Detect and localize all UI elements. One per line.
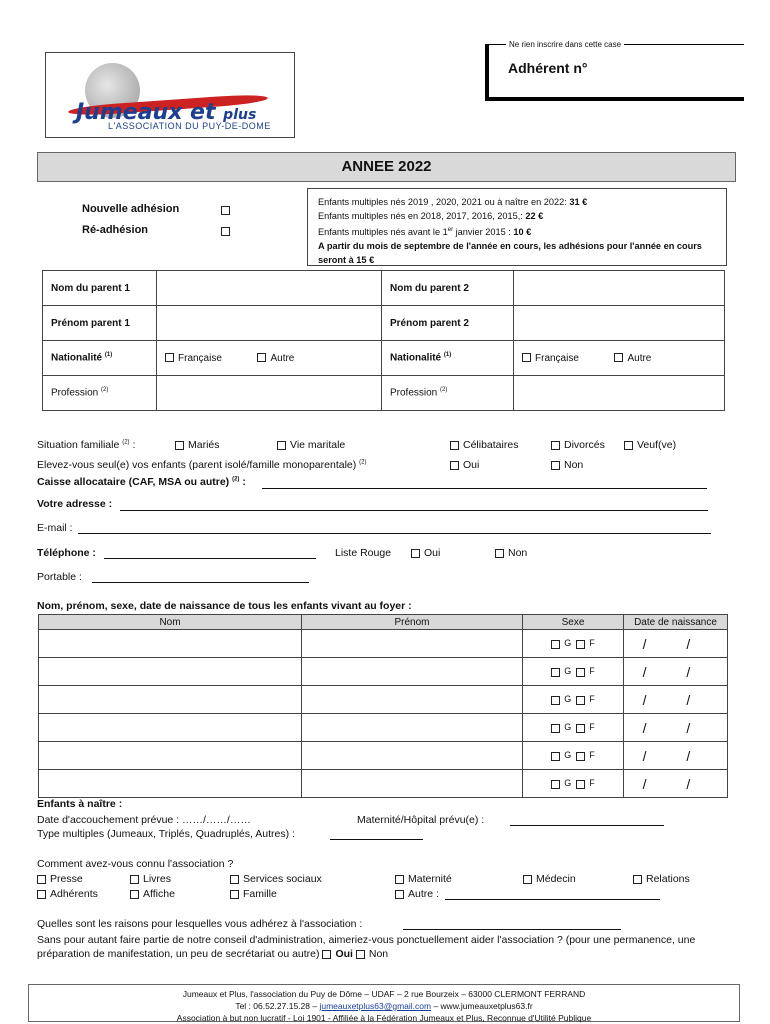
parent2-firstname-label: Prénom parent 2 bbox=[382, 306, 514, 341]
adherent-note: Ne rien inscrire dans cette case bbox=[506, 40, 624, 49]
col-date: Date de naissance bbox=[624, 615, 728, 630]
col-nom: Nom bbox=[39, 615, 302, 630]
reasons-field[interactable] bbox=[403, 929, 621, 930]
logo-subtitle: L'ASSOCIATION DU PUY-DE-DOME bbox=[108, 121, 271, 131]
help-question: Sans pour autant faire partie de notre conseil d'administration, aimeriez-vous ponctuellement aider l'association ? (pour une permanence, une préparation de manifestation, un peu de secrétariat ou autre) Oui Non bbox=[37, 934, 696, 960]
child-row bbox=[39, 742, 728, 770]
mobile-field[interactable] bbox=[92, 582, 309, 583]
footer-line-2: Tel : 06.52.27.15.28 – jumeauxetplus63@gmail.com – www.jumeauxetplus63.fr bbox=[235, 1001, 533, 1011]
children-title: Nom, prénom, sexe, date de naissance de tous les enfants vivant au foyer : bbox=[37, 600, 412, 612]
liste-rouge-label: Liste Rouge bbox=[335, 547, 392, 559]
new-membership-checkbox[interactable] bbox=[221, 206, 230, 215]
child-nom-field[interactable] bbox=[39, 770, 302, 798]
child-date-field[interactable]: / / bbox=[624, 770, 728, 798]
parent1-nationality-label: Nationalité $^{(1)}$ bbox=[43, 341, 157, 376]
source-autre[interactable]: Autre : bbox=[395, 888, 439, 900]
parent2-nationality-options bbox=[514, 341, 725, 376]
child-row bbox=[39, 770, 728, 798]
source-livres[interactable]: Livres bbox=[130, 873, 171, 885]
help-oui-checkbox[interactable] bbox=[322, 950, 331, 959]
parent1-name-label: Nom du parent 1 bbox=[43, 271, 157, 306]
source-presse[interactable]: Presse bbox=[37, 873, 83, 885]
parent2-francaise-checkbox[interactable] bbox=[522, 353, 531, 362]
situation-vie-maritale[interactable]: Vie maritale bbox=[277, 439, 345, 451]
parent1-francaise-checkbox[interactable] bbox=[165, 353, 174, 362]
child-prenom-field[interactable] bbox=[302, 770, 523, 798]
parent1-name-field[interactable] bbox=[157, 271, 382, 306]
child-row bbox=[39, 686, 728, 714]
parent2-profession-label: Profession $^{(2)}$ bbox=[382, 376, 514, 411]
situation-maries[interactable]: Mariés bbox=[175, 439, 220, 451]
phone-label: Téléphone : bbox=[37, 547, 96, 559]
footer bbox=[28, 984, 740, 1022]
source-famille[interactable]: Famille bbox=[230, 888, 277, 900]
new-membership-label: Nouvelle adhésion bbox=[82, 203, 180, 215]
child-date-field[interactable]: / / bbox=[624, 630, 728, 658]
parent1-autre-checkbox[interactable] bbox=[257, 353, 266, 362]
autre-label: Autre bbox=[270, 352, 295, 364]
child-row bbox=[39, 714, 728, 742]
single-parent-oui[interactable]: Oui bbox=[450, 459, 479, 471]
child-sexe[interactable]: G F bbox=[523, 742, 624, 770]
email-field[interactable] bbox=[78, 533, 711, 534]
pricing-box bbox=[307, 188, 727, 266]
source-question: Comment avez-vous connu l'association ? bbox=[37, 858, 234, 870]
pricing-line-3: Enfants multiples nés avant le 1er janvier 2015 : 10 € bbox=[318, 227, 532, 238]
source-services-sociaux[interactable]: Services sociaux bbox=[230, 873, 322, 885]
footer-email-link[interactable]: jumeauxetplus63@gmail.com bbox=[319, 1001, 432, 1011]
phone-field[interactable] bbox=[104, 558, 316, 559]
address-field[interactable] bbox=[120, 510, 708, 511]
pricing-line-2: Enfants multiples nés en 2018, 2017, 2016, 2015,: 22 € bbox=[318, 211, 544, 221]
col-sexe: Sexe bbox=[523, 615, 624, 630]
child-prenom-field[interactable] bbox=[302, 714, 523, 742]
single-parent-non[interactable]: Non bbox=[551, 459, 583, 471]
maternity-field[interactable] bbox=[510, 825, 664, 826]
source-adherents[interactable]: Adhérents bbox=[37, 888, 98, 900]
child-sexe[interactable]: G F bbox=[523, 770, 624, 798]
child-sexe[interactable]: G F bbox=[523, 658, 624, 686]
col-prenom: Prénom bbox=[302, 615, 523, 630]
source-relations[interactable]: Relations bbox=[633, 873, 690, 885]
multiples-type-field[interactable] bbox=[330, 839, 423, 840]
parent2-name-field[interactable] bbox=[514, 271, 725, 306]
child-nom-field[interactable] bbox=[39, 714, 302, 742]
situation-celibataires[interactable]: Célibataires bbox=[450, 439, 518, 451]
adherent-title: Adhérent n° bbox=[508, 60, 588, 76]
liste-rouge-non[interactable]: Non bbox=[495, 547, 527, 559]
child-prenom-field[interactable] bbox=[302, 742, 523, 770]
caisse-label: Caisse allocataire (CAF, MSA ou autre) $^{(2)}$ : bbox=[37, 476, 246, 488]
child-date-field[interactable]: / / bbox=[624, 658, 728, 686]
parent2-profession-field[interactable] bbox=[514, 376, 725, 411]
child-date-field[interactable]: / / bbox=[624, 742, 728, 770]
multiples-type-label: Type multiples (Jumeaux, Triplés, Quadruplés, Autres) : bbox=[37, 828, 295, 840]
parent2-firstname-field[interactable] bbox=[514, 306, 725, 341]
pricing-line-1: Enfants multiples nés 2019 , 2020, 2021 ou à naître en 2022: 31 € bbox=[318, 197, 588, 207]
child-sexe[interactable]: G F bbox=[523, 714, 624, 742]
parent1-profession-field[interactable] bbox=[157, 376, 382, 411]
logo-name: Jumeaux et plus bbox=[76, 100, 257, 125]
due-date-label: Date d'accouchement prévue : ……/……/…… bbox=[37, 814, 251, 826]
child-row bbox=[39, 658, 728, 686]
parent1-firstname-label: Prénom parent 1 bbox=[43, 306, 157, 341]
autre-label: Autre bbox=[627, 352, 652, 364]
email-label: E-mail : bbox=[37, 522, 73, 534]
renew-membership-checkbox[interactable] bbox=[221, 227, 230, 236]
source-autre-field[interactable] bbox=[445, 899, 660, 900]
child-nom-field[interactable] bbox=[39, 742, 302, 770]
child-nom-field[interactable] bbox=[39, 686, 302, 714]
situation-divorces[interactable]: Divorcés bbox=[551, 439, 605, 451]
source-maternite[interactable]: Maternité bbox=[395, 873, 452, 885]
parent2-autre-checkbox[interactable] bbox=[614, 353, 623, 362]
child-prenom-field[interactable] bbox=[302, 658, 523, 686]
renew-membership-label: Ré-adhésion bbox=[82, 224, 149, 236]
child-prenom-field[interactable] bbox=[302, 630, 523, 658]
unborn-title: Enfants à naître : bbox=[37, 798, 123, 810]
caisse-field[interactable] bbox=[262, 488, 707, 489]
child-nom-field[interactable] bbox=[39, 630, 302, 658]
mobile-label: Portable : bbox=[37, 571, 82, 583]
footer-line-1: Jumeaux et Plus, l'association du Puy de Dôme – UDAF – 2 rue Bourzeix – 63000 CLERMONT FERRAND bbox=[182, 989, 586, 999]
child-row bbox=[39, 630, 728, 658]
help-non-checkbox[interactable] bbox=[356, 950, 365, 959]
pricing-line-4: A partir du mois de septembre de l'année en cours, les adhésions pour l'année en cours seront à 15 € bbox=[318, 241, 702, 266]
francaise-label: Française bbox=[178, 352, 222, 364]
children-table bbox=[38, 614, 728, 798]
child-prenom-field[interactable] bbox=[302, 686, 523, 714]
year-banner: ANNEE 2022 bbox=[37, 152, 736, 182]
parent2-name-label: Nom du parent 2 bbox=[382, 271, 514, 306]
footer-line-3: Association à but non lucratif - Loi 1901 - Affiliée à la Fédération Jumeaux et Plus, Reconnue d'Utilité Publique bbox=[176, 1013, 592, 1023]
address-label: Votre adresse : bbox=[37, 498, 113, 510]
parents-table bbox=[42, 270, 725, 411]
child-sexe[interactable]: G F bbox=[523, 630, 624, 658]
francaise-label: Française bbox=[535, 352, 579, 364]
liste-rouge-oui[interactable]: Oui bbox=[411, 547, 440, 559]
reasons-label: Quelles sont les raisons pour lesquelles vous adhérez à l'association : bbox=[37, 918, 363, 930]
parent1-nationality-options bbox=[157, 341, 382, 376]
situation-veuf[interactable]: Veuf(ve) bbox=[624, 439, 676, 451]
parent1-firstname-field[interactable] bbox=[157, 306, 382, 341]
source-medecin[interactable]: Médecin bbox=[523, 873, 576, 885]
child-sexe[interactable]: G F bbox=[523, 686, 624, 714]
single-parent-label: Elevez-vous seul(e) vos enfants (parent isolé/famille monoparentale) $^{(2)}$ bbox=[37, 459, 367, 471]
parent1-profession-label: Profession $^{(2)}$ bbox=[43, 376, 157, 411]
child-nom-field[interactable] bbox=[39, 658, 302, 686]
parent2-nationality-label: Nationalité $^{(1)}$ bbox=[382, 341, 514, 376]
maternity-label: Maternité/Hôpital prévu(e) : bbox=[357, 814, 485, 826]
child-date-field[interactable]: / / bbox=[624, 714, 728, 742]
child-date-field[interactable]: / / bbox=[624, 686, 728, 714]
source-affiche[interactable]: Affiche bbox=[130, 888, 175, 900]
situation-label: Situation familiale $^{(2)}$ : bbox=[37, 439, 136, 451]
